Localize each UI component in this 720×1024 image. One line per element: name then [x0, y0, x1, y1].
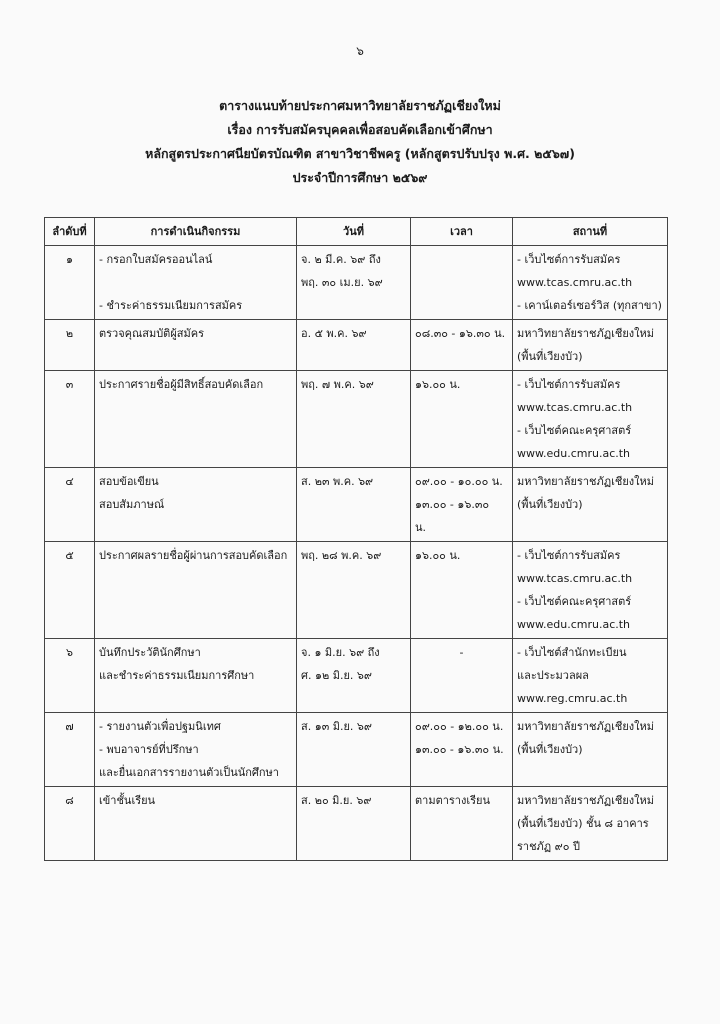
cell-date: [297, 787, 411, 861]
cell-place: [513, 320, 668, 371]
cell-no: ๓: [45, 371, 95, 468]
place-text: - เว็บไซต์สำนักทะเบียน: [517, 646, 627, 659]
activity-text: - ชำระค่าธรรมเนียมการสมัคร: [99, 299, 243, 312]
time-text: -: [459, 646, 464, 659]
activity-text: ตรวจคุณสมบัติผู้สมัคร: [99, 327, 205, 340]
cell-activity: [95, 468, 297, 542]
cell-no: ๗: [45, 713, 95, 787]
place-text: มหาวิทยาลัยราชภัฏเชียงใหม่: [517, 720, 655, 733]
place-text: ราชภัฏ ๙๐ ปี: [517, 840, 580, 853]
activity-text: ประกาศรายชื่อผู้มีสิทธิ์สอบคัดเลือก: [99, 378, 264, 391]
time-text: ๑๓.๐๐ - ๑๖.๓๐: [415, 498, 490, 511]
cell-time: [411, 320, 513, 371]
activity-text: สอบข้อเขียน: [99, 475, 159, 488]
table-row: [45, 371, 668, 468]
activity-text: และยื่นเอกสารรายงานตัวเป็นนักศึกษา: [99, 766, 279, 779]
cell-place: [513, 468, 668, 542]
table-row: [45, 542, 668, 639]
activity-text: - รายงานตัวเพื่อปฐมนิเทศ: [99, 720, 221, 733]
date-text: พฤ. ๒๘ พ.ค. ๖๙: [301, 549, 382, 562]
header-no: ลำดับที่: [45, 218, 95, 246]
cell-place: [513, 246, 668, 320]
cell-place: [513, 639, 668, 713]
time-text: ๑๖.๐๐ น.: [415, 549, 461, 562]
cell-place: [513, 542, 668, 639]
cell-no: ๒: [45, 320, 95, 371]
cell-place: [513, 371, 668, 468]
place-text: (พื้นที่เวียงบัว) ชั้น ๘ อาคาร: [517, 817, 649, 830]
time-text: ๐๙.๐๐ - ๑๒.๐๐ น.: [415, 720, 504, 733]
cell-date: [297, 468, 411, 542]
cell-time: [411, 542, 513, 639]
cell-no: ๘: [45, 787, 95, 861]
cell-time: [411, 713, 513, 787]
cell-place: [513, 787, 668, 861]
cell-time: [411, 246, 513, 320]
date-text: ส. ๒๐ มิ.ย. ๖๙: [301, 794, 372, 807]
cell-no: ๔: [45, 468, 95, 542]
table-row: [45, 246, 668, 320]
place-text: www.tcas.cmru.ac.th: [517, 401, 633, 414]
table-row: [45, 713, 668, 787]
date-text: พฤ. ๗ พ.ค. ๖๙: [301, 378, 374, 391]
activity-text: เข้าชั้นเรียน: [99, 794, 156, 807]
place-text: - เว็บไซต์การรับสมัคร: [517, 378, 621, 391]
date-text: ส. ๒๓ พ.ค. ๖๙: [301, 475, 374, 488]
activity-text: สอบสัมภาษณ์: [99, 498, 165, 511]
cell-date: [297, 371, 411, 468]
time-text: ๑๓.๐๐ - ๑๖.๓๐ น.: [415, 743, 504, 756]
table-body: [45, 246, 668, 861]
activity-text: บันทึกประวัตินักศึกษา: [99, 646, 201, 659]
cell-activity: [95, 639, 297, 713]
cell-time: [411, 371, 513, 468]
cell-date: [297, 246, 411, 320]
cell-date: [297, 639, 411, 713]
table-row: [45, 320, 668, 371]
blank-line: [99, 271, 292, 294]
place-text: (พื้นที่เวียงบัว): [517, 743, 583, 756]
activity-text: - พบอาจารย์ที่ปรึกษา: [99, 743, 199, 756]
cell-activity: [95, 246, 297, 320]
cell-time: [411, 468, 513, 542]
cell-date: [297, 542, 411, 639]
place-text: และประมวลผล: [517, 669, 589, 682]
place-text: - เว็บไซต์คณะครุศาสตร์: [517, 595, 632, 608]
heading-line-1: ตารางแนบท้ายประกาศมหาวิทยาลัยราชภัฏเชียงใหม่: [219, 98, 501, 113]
time-text: ๐๘.๓๐ - ๑๖.๓๐ น.: [415, 327, 506, 340]
heading-line-2: เรื่อง การรับสมัครบุคคลเพื่อสอบคัดเลือกเข้าศึกษา: [227, 122, 493, 137]
cell-activity: [95, 320, 297, 371]
activity-text: และชำระค่าธรรมเนียมการศึกษา: [99, 669, 255, 682]
schedule-table: [44, 217, 668, 861]
date-text: จ. ๑ มิ.ย. ๖๙ ถึง: [301, 646, 380, 659]
cell-activity: [95, 713, 297, 787]
table-row: [45, 787, 668, 861]
date-text: จ. ๒ มี.ค. ๖๙ ถึง: [301, 253, 381, 266]
table-row: [45, 468, 668, 542]
place-text: www.edu.cmru.ac.th: [517, 447, 631, 460]
cell-activity: [95, 371, 297, 468]
cell-date: [297, 713, 411, 787]
cell-date: [297, 320, 411, 371]
time-text: น.: [415, 521, 427, 534]
cell-time: [411, 639, 513, 713]
date-text: อ. ๕ พ.ค. ๖๙: [301, 327, 367, 340]
place-text: www.edu.cmru.ac.th: [517, 618, 631, 631]
place-text: - เว็บไซต์การรับสมัคร: [517, 253, 621, 266]
header-activity: การดำเนินกิจกรรม: [95, 218, 297, 246]
place-text: www.tcas.cmru.ac.th: [517, 572, 633, 585]
date-text: ศ. ๑๒ มิ.ย. ๖๙: [301, 669, 372, 682]
time-text: ตามตารางเรียน: [415, 794, 490, 807]
cell-no: ๑: [45, 246, 95, 320]
place-text: (พื้นที่เวียงบัว): [517, 498, 583, 511]
date-text: ส. ๑๓ มิ.ย. ๖๙: [301, 720, 372, 733]
cell-place: [513, 713, 668, 787]
place-text: - เคาน์เตอร์เซอร์วิส (ทุกสาขา): [517, 299, 662, 312]
cell-no: ๕: [45, 542, 95, 639]
place-text: (พื้นที่เวียงบัว): [517, 350, 583, 363]
time-text: ๐๙.๐๐ - ๑๐.๐๐ น.: [415, 475, 503, 488]
place-text: - เว็บไซต์คณะครุศาสตร์: [517, 424, 632, 437]
activity-text: - กรอกใบสมัครออนไลน์: [99, 253, 213, 266]
table-header-row: [45, 218, 668, 246]
header-time: เวลา: [411, 218, 513, 246]
blank-line: [415, 248, 508, 271]
place-text: มหาวิทยาลัยราชภัฏเชียงใหม่: [517, 475, 655, 488]
cell-activity: [95, 542, 297, 639]
place-text: มหาวิทยาลัยราชภัฏเชียงใหม่: [517, 327, 655, 340]
place-text: มหาวิทยาลัยราชภัฏเชียงใหม่: [517, 794, 655, 807]
place-text: - เว็บไซต์การรับสมัคร: [517, 549, 621, 562]
page-number: ๖: [356, 44, 364, 58]
time-text: ๑๖.๐๐ น.: [415, 378, 461, 391]
header-place: สถานที่: [513, 218, 668, 246]
cell-activity: [95, 787, 297, 861]
date-text: พฤ. ๓๐ เม.ย. ๖๙: [301, 276, 383, 289]
document-heading: [0, 94, 720, 190]
place-text: www.tcas.cmru.ac.th: [517, 276, 633, 289]
table-row: [45, 639, 668, 713]
header-date: วันที่: [297, 218, 411, 246]
activity-text: ประกาศผลรายชื่อผู้ผ่านการสอบคัดเลือก: [99, 549, 288, 562]
heading-line-4: ประจำปีการศึกษา ๒๕๖๙: [292, 170, 428, 185]
cell-no: ๖: [45, 639, 95, 713]
heading-line-3: หลักสูตรประกาศนียบัตรบัณฑิต สาขาวิชาชีพครู (หลักสูตรปรับปรุง พ.ศ. ๒๕๖๗): [145, 146, 575, 161]
cell-time: [411, 787, 513, 861]
place-text: www.reg.cmru.ac.th: [517, 692, 628, 705]
